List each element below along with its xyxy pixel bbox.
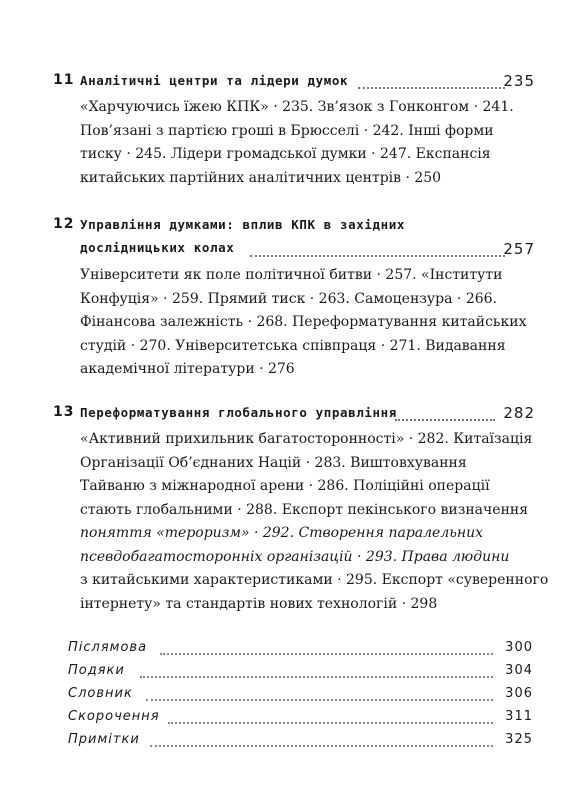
chapter-page-number: 235 <box>503 72 535 90</box>
chapter-title-line-1: Управління думками: вплив КПК в західних <box>80 217 406 232</box>
chapter-13 <box>0 404 583 612</box>
back-matter-acknowledgements <box>0 663 583 685</box>
section-line: інтернету» та стандартів нових технологій · 298 <box>80 595 438 612</box>
chapter-12 <box>0 216 583 377</box>
back-matter-page: 300 <box>505 640 533 655</box>
back-matter-label: Післямова <box>68 640 148 655</box>
section-line: поняття «тероризм» · 292. Створення паралельних <box>80 525 483 541</box>
back-matter-page: 311 <box>505 709 533 724</box>
dot-leader <box>250 243 505 257</box>
back-matter-glossary <box>0 686 583 708</box>
back-matter-page: 306 <box>505 686 533 701</box>
back-matter-notes <box>0 732 583 754</box>
dot-leader <box>358 75 505 89</box>
chapter-header <box>0 404 583 428</box>
section-line: Пов’язані з партією гроші в Брюсселі · 242. Інші форми <box>80 122 494 139</box>
section-line: Університети як поле політичної битви · 257. «Інститути <box>80 267 503 283</box>
section-line: Конфуція» · 259. Прямий тиск · 263. Самоцензура · 266. <box>80 290 497 307</box>
chapter-header <box>0 72 583 96</box>
section-line: студій · 270. Університетська співпраця · 271. Видавання <box>80 337 506 354</box>
section-line: академічної літератури · 276 <box>80 361 295 377</box>
back-matter-label: Словник <box>68 686 133 701</box>
section-line: Організації Об’єднаних Націй · 283. Виштовхування <box>80 454 467 471</box>
chapter-title: Переформатування глобального управління <box>80 405 397 420</box>
dot-leader <box>150 735 493 747</box>
back-matter-label: Скорочення <box>68 709 160 724</box>
chapter-number: 13 <box>53 404 75 420</box>
chapter-header <box>0 216 583 264</box>
section-line: китайських партійних аналітичних центрів · 250 <box>80 169 442 186</box>
section-line: «Активний прихильник багатосторонності» · 282. Китаїзація <box>80 431 533 447</box>
back-matter-label: Примітки <box>68 732 140 747</box>
dot-leader <box>146 689 493 701</box>
section-line: з китайськими характеристиками · 295. Експорт «суверенного <box>80 572 549 588</box>
chapter-page-number: 257 <box>503 240 535 258</box>
section-line: Фінансова залежність · 268. Переформатування китайських <box>80 314 527 330</box>
chapter-sections <box>80 264 527 382</box>
section-line: стають глобальними · 288. Експорт пекінського визначення <box>80 501 529 518</box>
back-matter-page: 304 <box>505 663 533 678</box>
chapter-number: 12 <box>53 216 75 232</box>
section-line: тиску · 245. Лідери громадської думки · 247. Експансія <box>80 146 491 162</box>
back-matter-abbreviations <box>0 709 583 731</box>
chapter-title: Аналітичні центри та лідери думок <box>80 73 349 88</box>
dot-leader <box>160 643 493 655</box>
dot-leader <box>168 712 493 724</box>
chapter-number: 11 <box>53 72 75 88</box>
chapter-sections <box>80 96 520 190</box>
back-matter-page: 325 <box>505 732 533 747</box>
chapter-page-number: 282 <box>503 404 535 422</box>
chapter-title-line-2: дослідницьких колах <box>80 240 235 255</box>
chapter-11 <box>0 72 583 186</box>
back-matter-afterword <box>0 640 583 662</box>
section-line: «Харчуючись їжею КПК» · 235. Зв’язок з Гонконгом · 241. <box>80 99 514 115</box>
section-line: псевдобагатосторонніх організацій · 293. Права людини <box>80 548 510 565</box>
dot-leader <box>140 666 493 678</box>
dot-leader <box>395 407 495 421</box>
chapter-sections <box>80 428 549 616</box>
back-matter-label: Подяки <box>68 663 125 678</box>
section-line: Тайваню з міжнародної арени · 286. Поліційні операції <box>80 478 490 494</box>
